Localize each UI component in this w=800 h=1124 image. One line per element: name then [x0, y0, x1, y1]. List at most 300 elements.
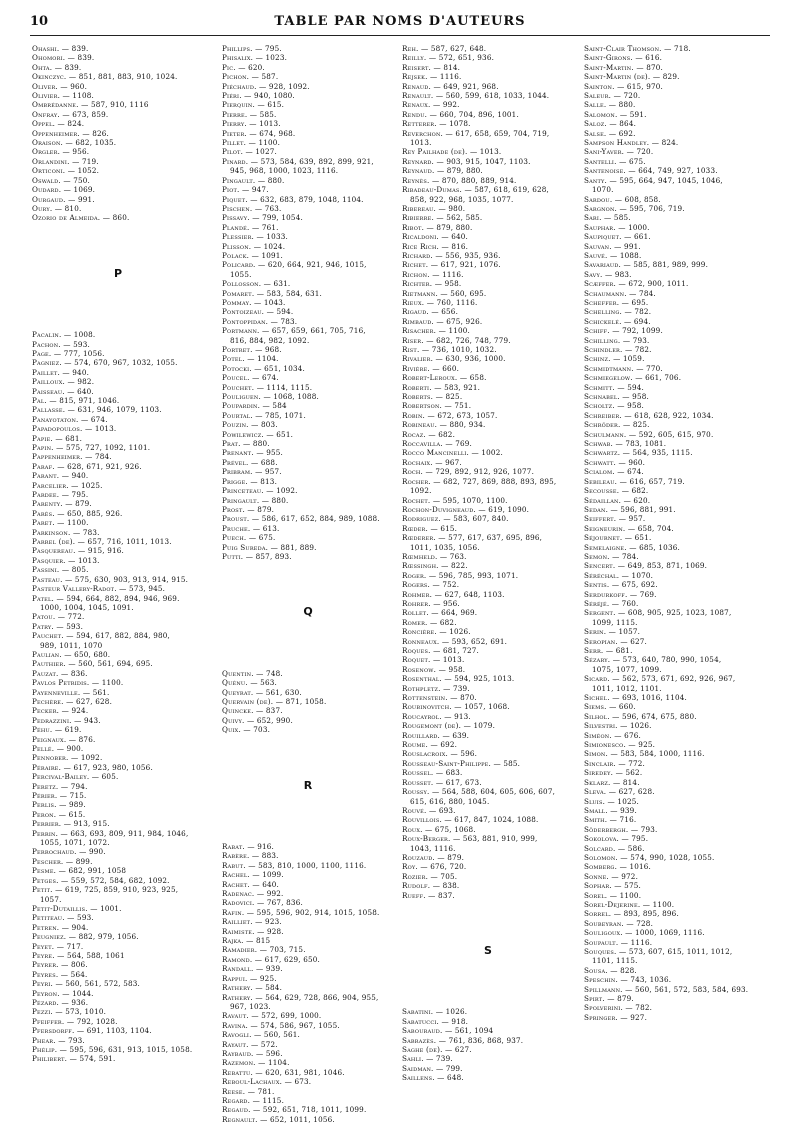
index-entry: Ombrédanne. — 587, 910, 1116: [32, 100, 149, 110]
index-entry: Passini. — 805.: [32, 565, 89, 575]
index-entry: Rocher. — 682, 727, 869, 888, 893, 895,: [402, 476, 557, 486]
index-entry: Oury. — 810.: [32, 203, 82, 213]
index-entry: Risacher. — 1100.: [402, 326, 471, 336]
index-entry: Saillens. — 648.: [402, 1073, 464, 1083]
index-entry: Simon. — 583, 584, 1000, 1116.: [584, 749, 705, 759]
page-header: [30, 12, 770, 34]
index-entry: Ravaut. — 572, 699, 1000.: [222, 1011, 322, 1021]
index-entry: Sorrel. — 893, 895, 896.: [584, 909, 679, 919]
index-column-2: [222, 44, 394, 1124]
index-entry: Sedan. — 596, 881, 991.: [584, 504, 676, 514]
index-entry: Semon. — 784.: [584, 551, 639, 561]
index-entry: Schmidtmann. — 770.: [584, 363, 663, 373]
index-entry: Rohrer. — 956.: [402, 598, 460, 608]
index-entry: Rigaud. — 656.: [402, 307, 459, 317]
index-entry-continuation: 1043, 1116.: [410, 843, 456, 853]
index-entry: Patou. — 772.: [32, 612, 85, 622]
index-entry: Plandé. — 761.: [222, 222, 279, 232]
index-entry: Sampson Handley. — 824.: [584, 138, 679, 148]
index-entry: Pailloux. — 982.: [32, 377, 95, 387]
index-entry: Pavlos Petridis. — 1100.: [32, 678, 124, 688]
index-entry: Ourgaud. — 991.: [32, 194, 95, 204]
index-entry: Rocaz. — 682.: [402, 429, 456, 439]
index-entry: Pontoizeau. — 594.: [222, 307, 294, 317]
index-entry: Richard. — 556, 935, 936.: [402, 250, 501, 260]
index-entry: Rachet. — 640.: [222, 879, 280, 889]
index-entry: Romer. — 682.: [402, 617, 457, 627]
index-entry: Pacalin. — 1008.: [32, 330, 96, 340]
index-entry: Silvestri. — 1026.: [584, 721, 652, 731]
index-entry: Ravina. — 574, 586, 967, 1055.: [222, 1020, 340, 1030]
index-entry: Serr. — 681.: [584, 646, 633, 655]
index-entry: Roussy. — 564, 588, 604, 605, 606, 607,: [402, 787, 556, 797]
index-entry: Portmann. — 657, 659, 661, 705, 716,: [222, 326, 366, 336]
index-entry: Piéri. — 940, 1080.: [222, 91, 295, 101]
index-entry: Péhu. — 619.: [32, 725, 82, 735]
index-entry: Sousa. — 828.: [584, 965, 637, 975]
index-entry: Percival-Bailey. — 605.: [32, 772, 119, 782]
index-entry: Rathery. — 564, 629, 728, 866, 904, 955,: [222, 992, 379, 1002]
index-entry: Semelaigne. — 685, 1036.: [584, 542, 680, 552]
section-letter: P: [113, 266, 123, 280]
index-entry: Panayotaton. — 674.: [32, 414, 108, 424]
index-entry: Scialom. — 674.: [584, 467, 644, 477]
index-entry: Radovici. — 767, 836.: [222, 898, 303, 908]
index-entry: Pic. — 620.: [222, 62, 265, 72]
index-entry: Prigge. — 813.: [222, 476, 278, 486]
index-entry: Raimiste. — 928.: [222, 926, 284, 936]
index-entry: Paret. — 1100.: [32, 518, 89, 528]
index-entry: Rodriguez. — 583, 607, 840.: [402, 514, 509, 524]
index-entry: Parenty. — 879.: [32, 499, 92, 509]
index-entry: Paraf. — 628, 671, 921, 926.: [32, 461, 142, 471]
index-entry: Sklarz. — 814.: [584, 777, 640, 787]
index-entry: Paillet. — 940.: [32, 367, 90, 377]
index-entry: Portret. — 968.: [222, 345, 282, 354]
index-entry: Scheffer. — 695.: [584, 297, 649, 307]
index-entry: Ribereau. — 980.: [402, 203, 466, 213]
index-entry: Reese. — 781.: [222, 1086, 275, 1096]
index-entry: Payenneville. — 561.: [32, 687, 110, 697]
index-entry: Pollosson. — 631.: [222, 279, 291, 289]
index-entry: Spillmann. — 560, 561, 572, 583, 584, 693.: [584, 984, 749, 994]
index-entry: Rocco Mancinelli. — 1002.: [402, 448, 503, 458]
index-entry-continuation: 1099, 1115.: [592, 617, 638, 627]
index-entry: Roy. — 676, 720.: [402, 862, 467, 872]
index-entry: Reh. — 587, 627, 648.: [402, 44, 487, 53]
index-entry: Serdurkoff. — 769.: [584, 589, 657, 599]
index-entry: Prenant. — 955.: [222, 448, 283, 458]
index-entry: Souligoux. — 1000, 1069, 1116.: [584, 928, 705, 938]
index-entry: Pezzi. — 573, 1010.: [32, 1007, 107, 1017]
index-entry: Piquet. — 632, 683, 879, 1048, 1104.: [222, 194, 364, 204]
index-entry: Périer. — 715.: [32, 791, 87, 801]
index-entry: Rouzaud. — 879.: [402, 852, 465, 862]
index-entry: Perrier. — 913, 915.: [32, 819, 110, 829]
index-entry: Peyri. — 560, 561, 572, 583.: [32, 979, 141, 989]
index-entry: Pauthier. — 560, 561, 694, 695.: [32, 659, 153, 669]
index-entry: Seropian. — 627.: [584, 636, 648, 646]
index-entry: Rozier. — 705.: [402, 871, 458, 881]
index-entry: Péraire. — 617, 923, 980, 1056.: [32, 762, 153, 772]
section-letter: R: [303, 778, 313, 792]
index-entry: Patel. — 594, 664, 882, 894, 946, 969.: [32, 593, 180, 603]
index-entry: Pardee. — 795.: [32, 490, 89, 500]
index-entry: Prével. — 688.: [222, 457, 278, 467]
index-entry: Sani-Yaver. — 720.: [584, 147, 654, 157]
index-entry: Sauvé. — 1088.: [584, 250, 642, 260]
index-entry: Robertson. — 751.: [402, 401, 472, 411]
index-entry: Peyre. — 564, 588, 1061: [32, 950, 125, 960]
index-entry: Pommay. — 1043.: [222, 297, 286, 307]
index-entry: Quervain (de). — 871, 1058.: [222, 696, 327, 706]
index-entry: Onfray. — 673, 859.: [32, 109, 109, 119]
index-entry: Saidman. — 799.: [402, 1063, 463, 1073]
index-entry: Söderbergh. — 793.: [584, 824, 658, 834]
index-entry: Okinczyc. — 851, 881, 883, 910, 1024.: [32, 72, 178, 82]
index-entry-continuation: 1057.: [40, 894, 62, 904]
index-entry: Pasquereau. — 915, 916.: [32, 546, 125, 556]
index-entry: Spolverini. — 782.: [584, 1003, 653, 1013]
index-entry: Schindler. — 782.: [584, 345, 652, 354]
index-entry: Sentis. — 675, 692.: [584, 580, 658, 590]
index-entry: Ramond. — 617, 629, 650.: [222, 954, 321, 964]
index-entry: Roch. — 729, 892, 912, 926, 1077.: [402, 467, 535, 477]
index-entry: Sebileau. — 616, 657, 719.: [584, 476, 685, 486]
index-entry: Paisseau. — 640.: [32, 386, 94, 396]
index-entry: Sencert. — 649, 853, 871, 1069.: [584, 561, 708, 571]
index-entry: Ozorio de Almeida. — 860.: [32, 213, 130, 223]
index-entry: Rougemont (de). — 1079.: [402, 721, 496, 731]
index-entry: Rochon-Duvigneaud. — 619, 1090.: [402, 504, 530, 514]
index-entry: Rice Rich. — 816.: [402, 241, 469, 251]
index-entry: Sauvan. — 991.: [584, 241, 641, 251]
index-entry: Poucel. — 674.: [222, 373, 279, 383]
index-entry: Robert-Leroux. — 658.: [402, 373, 487, 383]
index-entry: Pachon. — 593.: [32, 339, 90, 349]
index-entry: Pesme. — 682, 991, 1058: [32, 866, 127, 876]
index-entry-continuation: 945, 968, 1000, 1023, 1116.: [230, 166, 339, 176]
index-entry: Saghe (de). — 627.: [402, 1045, 472, 1054]
index-entry: Schmitt. — 594.: [584, 382, 645, 392]
index-entry: Scæffer. — 672, 900, 1011.: [584, 279, 689, 289]
index-entry: Schwartz. — 564, 935, 1115.: [584, 448, 693, 458]
index-entry: Simionesco. — 925.: [584, 740, 656, 750]
index-entry: Roquet. — 1013.: [402, 655, 465, 665]
index-entry: Pruche. — 613.: [222, 523, 280, 533]
index-entry: Quincke. — 837.: [222, 706, 283, 716]
index-entry: Sergent. — 608, 905, 925, 1023, 1087,: [584, 608, 732, 618]
index-entry: Roccavilla. — 769.: [402, 439, 473, 449]
index-entry: Roux-Berger. — 563, 881, 910, 999,: [402, 834, 538, 844]
index-entry: Pasteur Vallery-Radot. — 573, 945.: [32, 584, 166, 594]
index-entry: Solcard. — 586.: [584, 843, 645, 853]
index-entry: Siems. — 660.: [584, 702, 636, 712]
index-entry: Queyrat. — 561, 630.: [222, 687, 302, 697]
index-entry: Petren. — 904.: [32, 922, 89, 932]
index-entry: Seigneurin. — 658, 704.: [584, 523, 674, 533]
index-entry: Scholtz. — 958.: [584, 401, 644, 411]
index-entry: Rappui. — 925.: [222, 973, 277, 983]
index-entry: Rollet. — 664, 969.: [402, 608, 478, 618]
index-entry-continuation: 615, 616, 880, 1045.: [410, 796, 490, 806]
index-entry: Pomaret. — 583, 584, 631.: [222, 288, 323, 298]
header-rule: [30, 35, 770, 36]
index-entry: Parès. — 650, 885, 926.: [32, 508, 123, 518]
index-entry-continuation: 989, 1011, 1070: [40, 640, 103, 650]
section-letter: Q: [303, 605, 313, 619]
index-entry: Puig Sureda. — 881, 889.: [222, 542, 317, 552]
index-entry: Petiteau. — 593.: [32, 913, 94, 923]
index-entry: Pasquier. — 1013.: [32, 555, 100, 565]
index-entry: Rochet. — 595, 1070, 1100.: [402, 495, 508, 505]
index-entry: Séjournet. — 651.: [584, 533, 652, 543]
index-entry: Ohomori. — 839.: [32, 53, 95, 63]
index-entry: Soupault. — 1116.: [584, 937, 653, 947]
index-entry: Perrochaud. — 990.: [32, 847, 106, 857]
index-entry: Rouvillois. — 617, 847, 1024, 1088.: [402, 815, 539, 825]
index-entry: Pecker. — 924.: [32, 706, 89, 716]
index-entry: Roussel. — 683.: [402, 768, 463, 778]
index-entry: Pfersdorff. — 691, 1103, 1104.: [32, 1026, 152, 1036]
index-entry: Reboul-Lachaux. — 673.: [222, 1077, 312, 1087]
index-entry: Pieter. — 674, 968.: [222, 128, 296, 138]
index-entry: Reynard. — 903, 915, 1047, 1103.: [402, 156, 531, 166]
index-entry: Pontoppidan. — 783.: [222, 316, 298, 326]
index-entry: Saleur. — 720.: [584, 91, 641, 101]
index-entry: Peugniez. — 882, 979, 1056.: [32, 932, 139, 942]
index-entry: Saloz. — 864.: [584, 119, 637, 129]
index-entry: Prat. — 880.: [222, 439, 270, 449]
index-entry: Papie. — 681.: [32, 433, 83, 443]
index-entry: Sichel. — 693, 1016, 1104.: [584, 693, 688, 703]
section-letter: S: [484, 943, 492, 957]
index-entry: Schiff. — 792, 1099.: [584, 326, 663, 336]
index-entry: Pingault. — 880.: [222, 175, 285, 185]
index-entry: Richter. — 958.: [402, 279, 462, 289]
index-entry: Rieux. — 760, 1116.: [402, 297, 478, 307]
index-entry: Rey Pailhade (de). — 1013.: [402, 147, 502, 157]
index-entry: Sokolova. — 795.: [584, 834, 649, 844]
index-entry: Pappenheimer. — 784.: [32, 452, 112, 462]
index-entry: Sophar. — 575.: [584, 881, 641, 891]
index-entry: Sleva. — 627, 628.: [584, 787, 655, 797]
index-entry: Santelli. — 675.: [584, 156, 646, 166]
index-entry-continuation: 1013.: [410, 138, 432, 148]
index-entry: Roncière. — 1026.: [402, 627, 471, 637]
index-entry: Sézary. — 573, 640, 780, 990, 1054,: [584, 655, 722, 665]
index-entry: Schröder. — 825.: [584, 420, 650, 430]
page-number: 10: [30, 14, 49, 29]
index-entry: Siredey. — 562.: [584, 768, 643, 778]
index-entry: Salle. — 880.: [584, 100, 636, 110]
index-entry: Rimbaud. — 675, 926.: [402, 316, 483, 326]
index-entry: Reynaud. — 879, 880.: [402, 166, 483, 176]
index-entry: Schulmann. — 592, 605, 615, 970.: [584, 429, 714, 439]
index-column-4: [584, 44, 756, 1022]
index-entry: Peyres. — 564.: [32, 969, 88, 979]
index-entry: Roucayrol. — 913.: [402, 711, 471, 721]
index-entry: Seiffert. — 957.: [584, 514, 646, 524]
index-entry: Radenac. — 992.: [222, 889, 284, 899]
index-entry: Ronneaux. — 593, 652, 691.: [402, 636, 508, 646]
index-entry: Pouliguen. — 1068, 1088.: [222, 392, 319, 402]
index-entry: Sardou. — 608, 858.: [584, 194, 661, 204]
index-entry: Rousseau-Saint-Philippe. — 585.: [402, 758, 521, 768]
index-entry: Pescher. — 899.: [32, 856, 93, 866]
index-entry: Pinard. — 573, 584, 639, 892, 899, 921,: [222, 156, 374, 166]
index-entry: Ohta. — 839.: [32, 62, 82, 72]
index-entry-continuation: 1055, 1071, 1072.: [40, 838, 110, 848]
index-entry: Regard. — 1115.: [222, 1095, 285, 1105]
index-entry: Olivier. — 1108.: [32, 91, 95, 101]
index-column-3: [402, 44, 574, 1083]
index-entry: Phélip. — 595, 596, 631, 913, 1015, 1058.: [32, 1045, 193, 1054]
index-entry: Pallasse. — 631, 946, 1079, 1103.: [32, 405, 162, 415]
index-entry: Oppenheimer. — 826.: [32, 128, 110, 138]
index-entry: Rosenthal. — 594, 925, 1013.: [402, 674, 515, 684]
index-entry: Pierre. — 585.: [222, 109, 277, 119]
index-entry: Piot. — 947.: [222, 185, 269, 195]
index-entry: Sorel-Dejerine. — 1100.: [584, 899, 675, 909]
index-entry: Soubeyran. — 728.: [584, 918, 654, 928]
index-entry: Schwatt. — 960.: [584, 457, 646, 467]
index-entry: Renault. — 560, 599, 618, 1033, 1044.: [402, 91, 550, 101]
index-entry: Sargnon. — 595, 706, 719.: [584, 203, 685, 213]
index-entry: Puech. — 675.: [222, 533, 276, 543]
index-entry: Schnabel. — 958.: [584, 392, 649, 402]
index-entry: Plessier. — 1033.: [222, 232, 288, 242]
index-entry: Papin. — 575, 727, 1092, 1101.: [32, 443, 151, 452]
index-entry: Pilot. — 1027.: [222, 147, 277, 157]
index-entry: Rochaix. — 967.: [402, 457, 462, 467]
index-entry: Pierry. — 1013.: [222, 119, 281, 129]
index-entry: Regaud. — 592, 651, 718, 1011, 1099.: [222, 1105, 367, 1115]
index-entry: Sabrazès. — 761, 836, 868, 937.: [402, 1035, 524, 1045]
index-entry: Rist. — 736, 1010, 1032.: [402, 345, 497, 354]
index-entry: Petit-Dutaillis. — 1001.: [32, 903, 122, 913]
index-entry: Peyron. — 1044.: [32, 988, 94, 998]
index-entry: Pedrazzini. — 943.: [32, 715, 101, 725]
index-entry: Peron. — 615.: [32, 809, 86, 819]
index-entry: Roberti. — 583, 921.: [402, 382, 481, 392]
index-entry-continuation: 1000, 1004, 1045, 1091.: [40, 602, 134, 612]
index-entry-continuation: 1011, 1012, 1101.: [592, 683, 662, 693]
index-entry: Pellé. — 900.: [32, 744, 84, 753]
index-entry: Ribierre. — 562, 585.: [402, 213, 483, 223]
index-entry: Phillips. — 795.: [222, 44, 282, 53]
index-entry: Pauzat. — 836.: [32, 668, 88, 678]
index-entry: Pauchet. — 594, 617, 882, 884, 980,: [32, 631, 171, 641]
index-entry: Pissavy. — 799, 1054.: [222, 213, 303, 223]
index-entry: Schreiber. — 618, 628, 922, 1034.: [584, 410, 714, 420]
index-entry: Serin. — 1057.: [584, 627, 641, 637]
index-entry-continuation: 858, 922, 968, 1035, 1077.: [410, 194, 514, 204]
index-entry: Rachel. — 1099.: [222, 870, 284, 880]
index-entry: Retterer. — 1078.: [402, 119, 471, 129]
index-entry: Randall. — 939.: [222, 964, 283, 974]
index-entry: Riser. — 682, 726, 748, 779.: [402, 335, 511, 345]
index-entry: Orticoni. — 1052.: [32, 166, 100, 176]
index-entry: Schickelé. — 694.: [584, 316, 651, 326]
index-entry: Sabatini. — 1026.: [402, 1007, 468, 1017]
index-entry: Quivy. — 652, 990.: [222, 715, 293, 725]
index-entry: Rosenow. — 958.: [402, 664, 466, 674]
index-entry: Potocki. — 651, 1034.: [222, 363, 306, 373]
index-entry: Papadopoulos. — 1013.: [32, 424, 117, 434]
index-entry: Schinz. — 1059.: [584, 354, 645, 364]
index-entry: Small. — 939.: [584, 805, 637, 815]
index-entry: Somberg. — 1016.: [584, 862, 652, 872]
index-entry: Salse. — 692.: [584, 128, 636, 138]
index-entry: Sonne. — 972.: [584, 871, 639, 881]
index-entry: Plisson. — 1024.: [222, 241, 286, 251]
index-entry: Pouzin. — 803.: [222, 420, 278, 430]
index-entry: Souques. — 573, 607, 615, 1011, 1012,: [584, 947, 733, 956]
index-entry: Rousset. — 617, 673.: [402, 777, 482, 787]
index-entry: Poupardin. — 584: [222, 401, 287, 411]
index-entry: Oswald. — 750.: [32, 175, 90, 185]
index-entry: Powilewicz. — 651.: [222, 429, 294, 439]
index-column-1: [32, 44, 204, 1064]
index-entry-continuation: 967, 1023.: [230, 1001, 271, 1011]
index-entry: Reverchon. — 617, 658, 659, 704, 719,: [402, 128, 550, 138]
index-entry: Renaux. — 992.: [402, 100, 460, 110]
index-entry: Railliet. — 923.: [222, 917, 282, 927]
index-entry: Ricaldoni. — 640.: [402, 232, 469, 242]
index-entry: Rottenstein. — 870.: [402, 693, 477, 703]
index-entry: Secousse. — 682.: [584, 486, 649, 496]
index-entry: Rajka. — 815: [222, 936, 271, 946]
index-entry: Rœderer. — 577, 617, 637, 695, 896,: [402, 533, 543, 543]
index-entry: Pfeiffer. — 792, 1028.: [32, 1016, 118, 1026]
index-entry: Parcelier. — 1025.: [32, 480, 103, 490]
index-entry: Salomon. — 591.: [584, 109, 647, 119]
index-entry: Santy. — 595, 664, 947, 1045, 1046,: [584, 175, 723, 185]
index-entry: Razemon. — 1104.: [222, 1058, 290, 1068]
index-entry: Sahli. — 739.: [402, 1054, 453, 1064]
index-entry: Saupiquet. — 661.: [584, 232, 651, 242]
index-entry-continuation: 1101, 1115.: [592, 956, 638, 966]
index-entry: Philibert. — 574, 591.: [32, 1054, 116, 1064]
index-entry: Ravogli. — 560, 561.: [222, 1030, 301, 1040]
index-entry: Rathery. — 584.: [222, 983, 283, 993]
index-entry: Rabère. — 883.: [222, 851, 279, 861]
index-entry: Oliver. — 960.: [32, 81, 88, 91]
index-entry: Roubinovitch. — 1057, 1068.: [402, 702, 510, 712]
index-entry: Rabat. — 916.: [222, 842, 275, 851]
index-entry: Roques. — 681, 727.: [402, 646, 480, 655]
index-entry: Patry. — 593.: [32, 621, 84, 631]
index-entry-continuation: 816, 884, 982, 1092.: [230, 335, 310, 345]
index-entry: Rivalier. — 630, 936, 1000.: [402, 354, 506, 364]
index-entry: Polack. — 1091.: [222, 250, 284, 260]
index-entry: Saint-Martin. — 870.: [584, 62, 664, 72]
index-entry: Robin. — 672, 673, 1057.: [402, 410, 498, 420]
index-entry: Pal. — 815, 971, 1046.: [32, 395, 120, 405]
index-entry: Oppel. — 824.: [32, 119, 85, 129]
index-entry: Smith. — 716.: [584, 815, 637, 825]
index-entry: Renaud. — 649, 921, 968.: [402, 81, 499, 91]
index-entry: Ramadier. — 703, 715.: [222, 945, 306, 955]
index-entry: Rothpletz. — 739.: [402, 683, 470, 693]
index-entry: Peyet. — 717.: [32, 941, 84, 951]
index-entry: Petit. — 619, 725, 859, 910, 923, 925,: [32, 885, 179, 895]
index-entry: Page. — 777, 1056.: [32, 348, 105, 358]
index-entry: Roux. — 675, 1068.: [402, 824, 476, 834]
index-entry: Schilling. — 793.: [584, 335, 650, 345]
index-entry-continuation: 1075, 1077, 1099.: [592, 664, 662, 674]
